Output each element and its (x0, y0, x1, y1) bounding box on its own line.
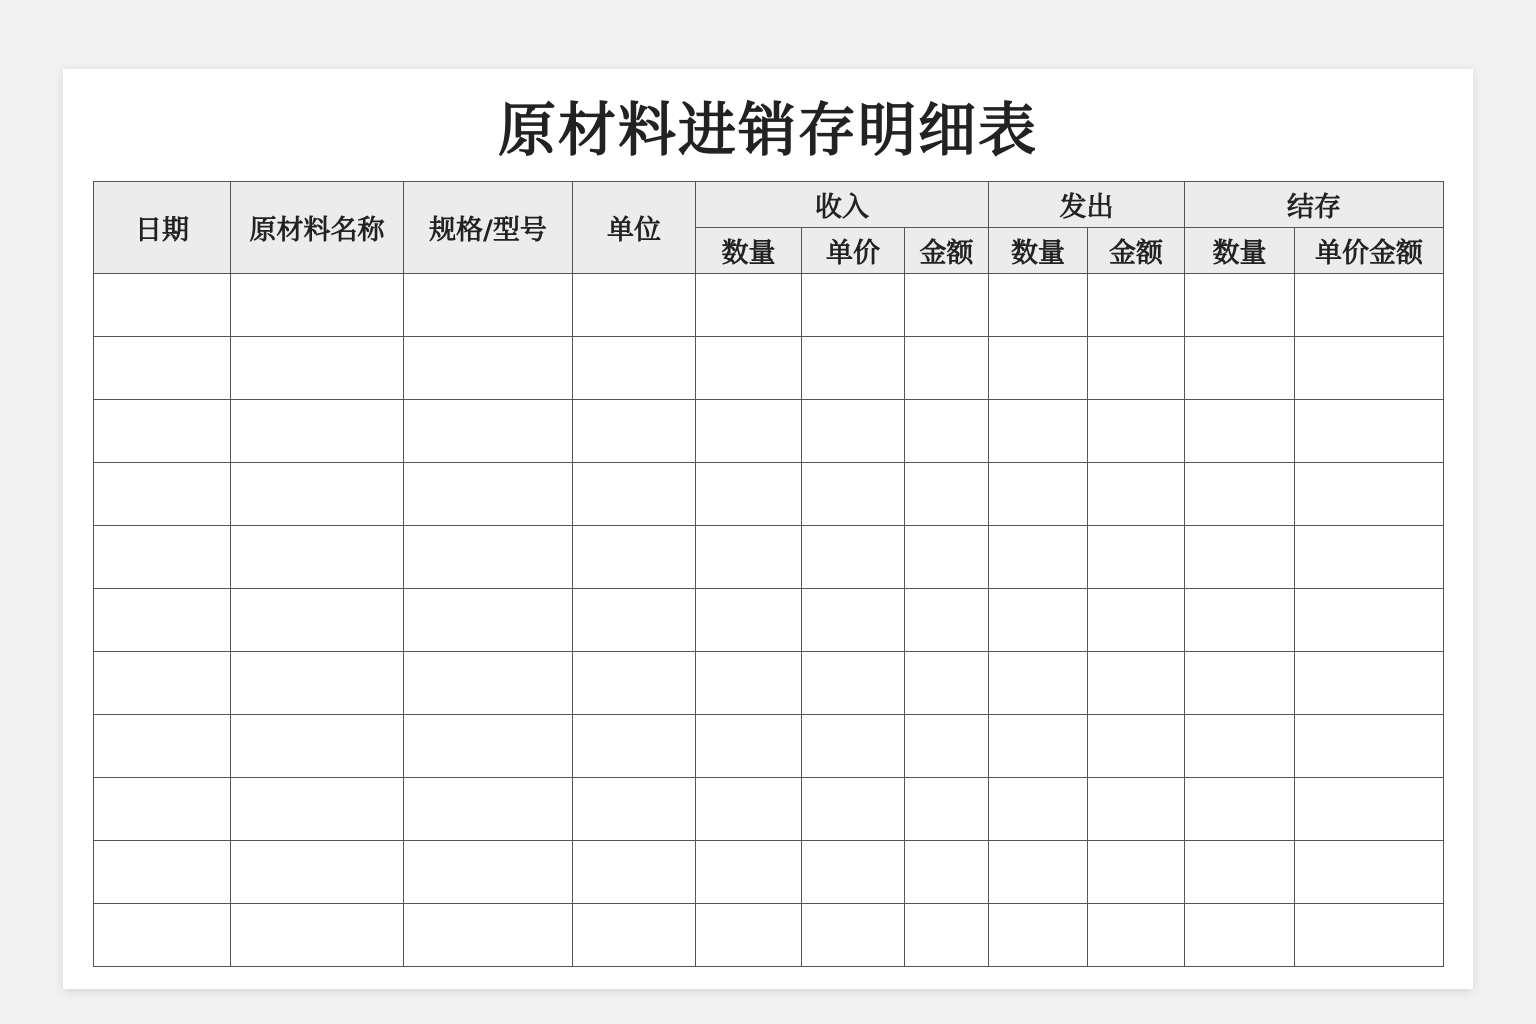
cell-balance-unit-price-amount[interactable] (1295, 715, 1444, 778)
cell-issue-quantity[interactable] (989, 337, 1088, 400)
cell-material-name[interactable] (231, 463, 404, 526)
cell-income-quantity[interactable] (696, 715, 802, 778)
cell-issue-amount[interactable] (1088, 400, 1185, 463)
cell-balance-quantity[interactable] (1185, 904, 1295, 967)
header-balance-unit-price-amount: 单价金额 (1295, 228, 1444, 274)
header-issue-amount: 金额 (1088, 228, 1185, 274)
cell-income-quantity[interactable] (696, 337, 802, 400)
cell-issue-amount[interactable] (1088, 778, 1185, 841)
cell-unit[interactable] (573, 652, 696, 715)
cell-unit[interactable] (573, 715, 696, 778)
cell-balance-quantity[interactable] (1185, 274, 1295, 337)
cell-balance-quantity[interactable] (1185, 841, 1295, 904)
cell-balance-quantity[interactable] (1185, 526, 1295, 589)
cell-issue-amount[interactable] (1088, 904, 1185, 967)
header-issue: 发出 (989, 182, 1185, 228)
cell-unit[interactable] (573, 274, 696, 337)
table-row (94, 652, 1444, 715)
cell-income-quantity[interactable] (696, 589, 802, 652)
cell-income-unit-price[interactable] (802, 778, 905, 841)
cell-balance-unit-price-amount[interactable] (1295, 463, 1444, 526)
table-row (94, 337, 1444, 400)
cell-issue-quantity[interactable] (989, 652, 1088, 715)
cell-income-unit-price[interactable] (802, 274, 905, 337)
cell-material-name[interactable] (231, 400, 404, 463)
cell-issue-quantity[interactable] (989, 589, 1088, 652)
cell-date[interactable] (94, 652, 231, 715)
cell-income-quantity[interactable] (696, 526, 802, 589)
cell-income-unit-price[interactable] (802, 841, 905, 904)
table-row (94, 400, 1444, 463)
cell-spec-model[interactable] (404, 904, 573, 967)
table-row (94, 778, 1444, 841)
cell-balance-quantity[interactable] (1185, 337, 1295, 400)
table-row (94, 274, 1444, 337)
cell-issue-quantity[interactable] (989, 274, 1088, 337)
header-balance-quantity: 数量 (1185, 228, 1295, 274)
cell-income-unit-price[interactable] (802, 652, 905, 715)
cell-issue-amount[interactable] (1088, 652, 1185, 715)
table-row (94, 463, 1444, 526)
cell-material-name[interactable] (231, 652, 404, 715)
cell-spec-model[interactable] (404, 400, 573, 463)
cell-date[interactable] (94, 463, 231, 526)
cell-issue-quantity[interactable] (989, 526, 1088, 589)
cell-balance-quantity[interactable] (1185, 400, 1295, 463)
cell-balance-quantity[interactable] (1185, 463, 1295, 526)
cell-spec-model[interactable] (404, 463, 573, 526)
cell-income-unit-price[interactable] (802, 463, 905, 526)
cell-income-unit-price[interactable] (802, 715, 905, 778)
cell-issue-amount[interactable] (1088, 337, 1185, 400)
cell-material-name[interactable] (231, 526, 404, 589)
header-unit: 单位 (573, 182, 696, 274)
cell-balance-unit-price-amount[interactable] (1295, 904, 1444, 967)
cell-spec-model[interactable] (404, 526, 573, 589)
cell-material-name[interactable] (231, 274, 404, 337)
cell-income-amount[interactable] (905, 841, 989, 904)
table-row (94, 715, 1444, 778)
inventory-table (93, 181, 1444, 967)
cell-unit[interactable] (573, 400, 696, 463)
cell-income-quantity[interactable] (696, 904, 802, 967)
cell-income-unit-price[interactable] (802, 589, 905, 652)
cell-issue-amount[interactable] (1088, 274, 1185, 337)
cell-balance-quantity[interactable] (1185, 778, 1295, 841)
cell-balance-unit-price-amount[interactable] (1295, 274, 1444, 337)
cell-income-amount[interactable] (905, 400, 989, 463)
cell-income-quantity[interactable] (696, 652, 802, 715)
table-row (94, 589, 1444, 652)
cell-spec-model[interactable] (404, 337, 573, 400)
cell-unit[interactable] (573, 841, 696, 904)
cell-issue-quantity[interactable] (989, 778, 1088, 841)
cell-issue-quantity[interactable] (989, 904, 1088, 967)
cell-income-amount[interactable] (905, 463, 989, 526)
cell-income-amount[interactable] (905, 274, 989, 337)
cell-balance-unit-price-amount[interactable] (1295, 337, 1444, 400)
cell-balance-quantity[interactable] (1185, 652, 1295, 715)
cell-balance-quantity[interactable] (1185, 715, 1295, 778)
cell-material-name[interactable] (231, 337, 404, 400)
cell-issue-amount[interactable] (1088, 715, 1185, 778)
header-spec-model: 规格/型号 (404, 182, 573, 274)
cell-balance-unit-price-amount[interactable] (1295, 841, 1444, 904)
cell-income-quantity[interactable] (696, 400, 802, 463)
header-date: 日期 (94, 182, 231, 274)
cell-issue-quantity[interactable] (989, 463, 1088, 526)
cell-spec-model[interactable] (404, 715, 573, 778)
cell-balance-unit-price-amount[interactable] (1295, 400, 1444, 463)
header-income-quantity: 数量 (696, 228, 802, 274)
cell-unit[interactable] (573, 778, 696, 841)
cell-material-name[interactable] (231, 715, 404, 778)
cell-material-name[interactable] (231, 904, 404, 967)
header-material-name: 原材料名称 (231, 182, 404, 274)
cell-date[interactable] (94, 715, 231, 778)
cell-unit[interactable] (573, 337, 696, 400)
table-row (94, 904, 1444, 967)
table-body (94, 274, 1444, 967)
cell-spec-model[interactable] (404, 589, 573, 652)
cell-date[interactable] (94, 400, 231, 463)
cell-spec-model[interactable] (404, 274, 573, 337)
cell-date[interactable] (94, 274, 231, 337)
cell-balance-unit-price-amount[interactable] (1295, 589, 1444, 652)
cell-spec-model[interactable] (404, 778, 573, 841)
cell-income-unit-price[interactable] (802, 904, 905, 967)
header-issue-quantity: 数量 (989, 228, 1088, 274)
cell-unit[interactable] (573, 526, 696, 589)
cell-date[interactable] (94, 904, 231, 967)
cell-date[interactable] (94, 841, 231, 904)
cell-date[interactable] (94, 337, 231, 400)
cell-income-quantity[interactable] (696, 841, 802, 904)
cell-issue-amount[interactable] (1088, 589, 1185, 652)
cell-date[interactable] (94, 778, 231, 841)
cell-balance-unit-price-amount[interactable] (1295, 526, 1444, 589)
cell-income-quantity[interactable] (696, 778, 802, 841)
cell-income-amount[interactable] (905, 904, 989, 967)
document-sheet (63, 69, 1473, 989)
header-row-top (94, 182, 1444, 228)
table-row (94, 841, 1444, 904)
cell-issue-quantity[interactable] (989, 715, 1088, 778)
cell-issue-quantity[interactable] (989, 400, 1088, 463)
header-balance: 结存 (1185, 182, 1444, 228)
cell-income-unit-price[interactable] (802, 526, 905, 589)
cell-income-quantity[interactable] (696, 274, 802, 337)
cell-income-quantity[interactable] (696, 463, 802, 526)
cell-spec-model[interactable] (404, 841, 573, 904)
cell-issue-amount[interactable] (1088, 463, 1185, 526)
cell-material-name[interactable] (231, 841, 404, 904)
cell-income-amount[interactable] (905, 778, 989, 841)
cell-income-amount[interactable] (905, 526, 989, 589)
cell-unit[interactable] (573, 463, 696, 526)
cell-balance-unit-price-amount[interactable] (1295, 778, 1444, 841)
cell-income-unit-price[interactable] (802, 400, 905, 463)
cell-balance-unit-price-amount[interactable] (1295, 652, 1444, 715)
cell-material-name[interactable] (231, 589, 404, 652)
cell-date[interactable] (94, 526, 231, 589)
header-income-unit-price: 单价 (802, 228, 905, 274)
cell-issue-amount[interactable] (1088, 841, 1185, 904)
cell-unit[interactable] (573, 904, 696, 967)
cell-unit[interactable] (573, 589, 696, 652)
cell-income-amount[interactable] (905, 715, 989, 778)
cell-income-amount[interactable] (905, 337, 989, 400)
cell-income-amount[interactable] (905, 589, 989, 652)
header-income: 收入 (696, 182, 989, 228)
header-income-amount: 金额 (905, 228, 989, 274)
cell-date[interactable] (94, 589, 231, 652)
cell-spec-model[interactable] (404, 652, 573, 715)
cell-income-unit-price[interactable] (802, 337, 905, 400)
cell-balance-quantity[interactable] (1185, 589, 1295, 652)
table-row (94, 526, 1444, 589)
cell-income-amount[interactable] (905, 652, 989, 715)
cell-issue-quantity[interactable] (989, 841, 1088, 904)
page-title: 原材料进销存明细表 (497, 96, 1038, 164)
cell-issue-amount[interactable] (1088, 526, 1185, 589)
cell-material-name[interactable] (231, 778, 404, 841)
